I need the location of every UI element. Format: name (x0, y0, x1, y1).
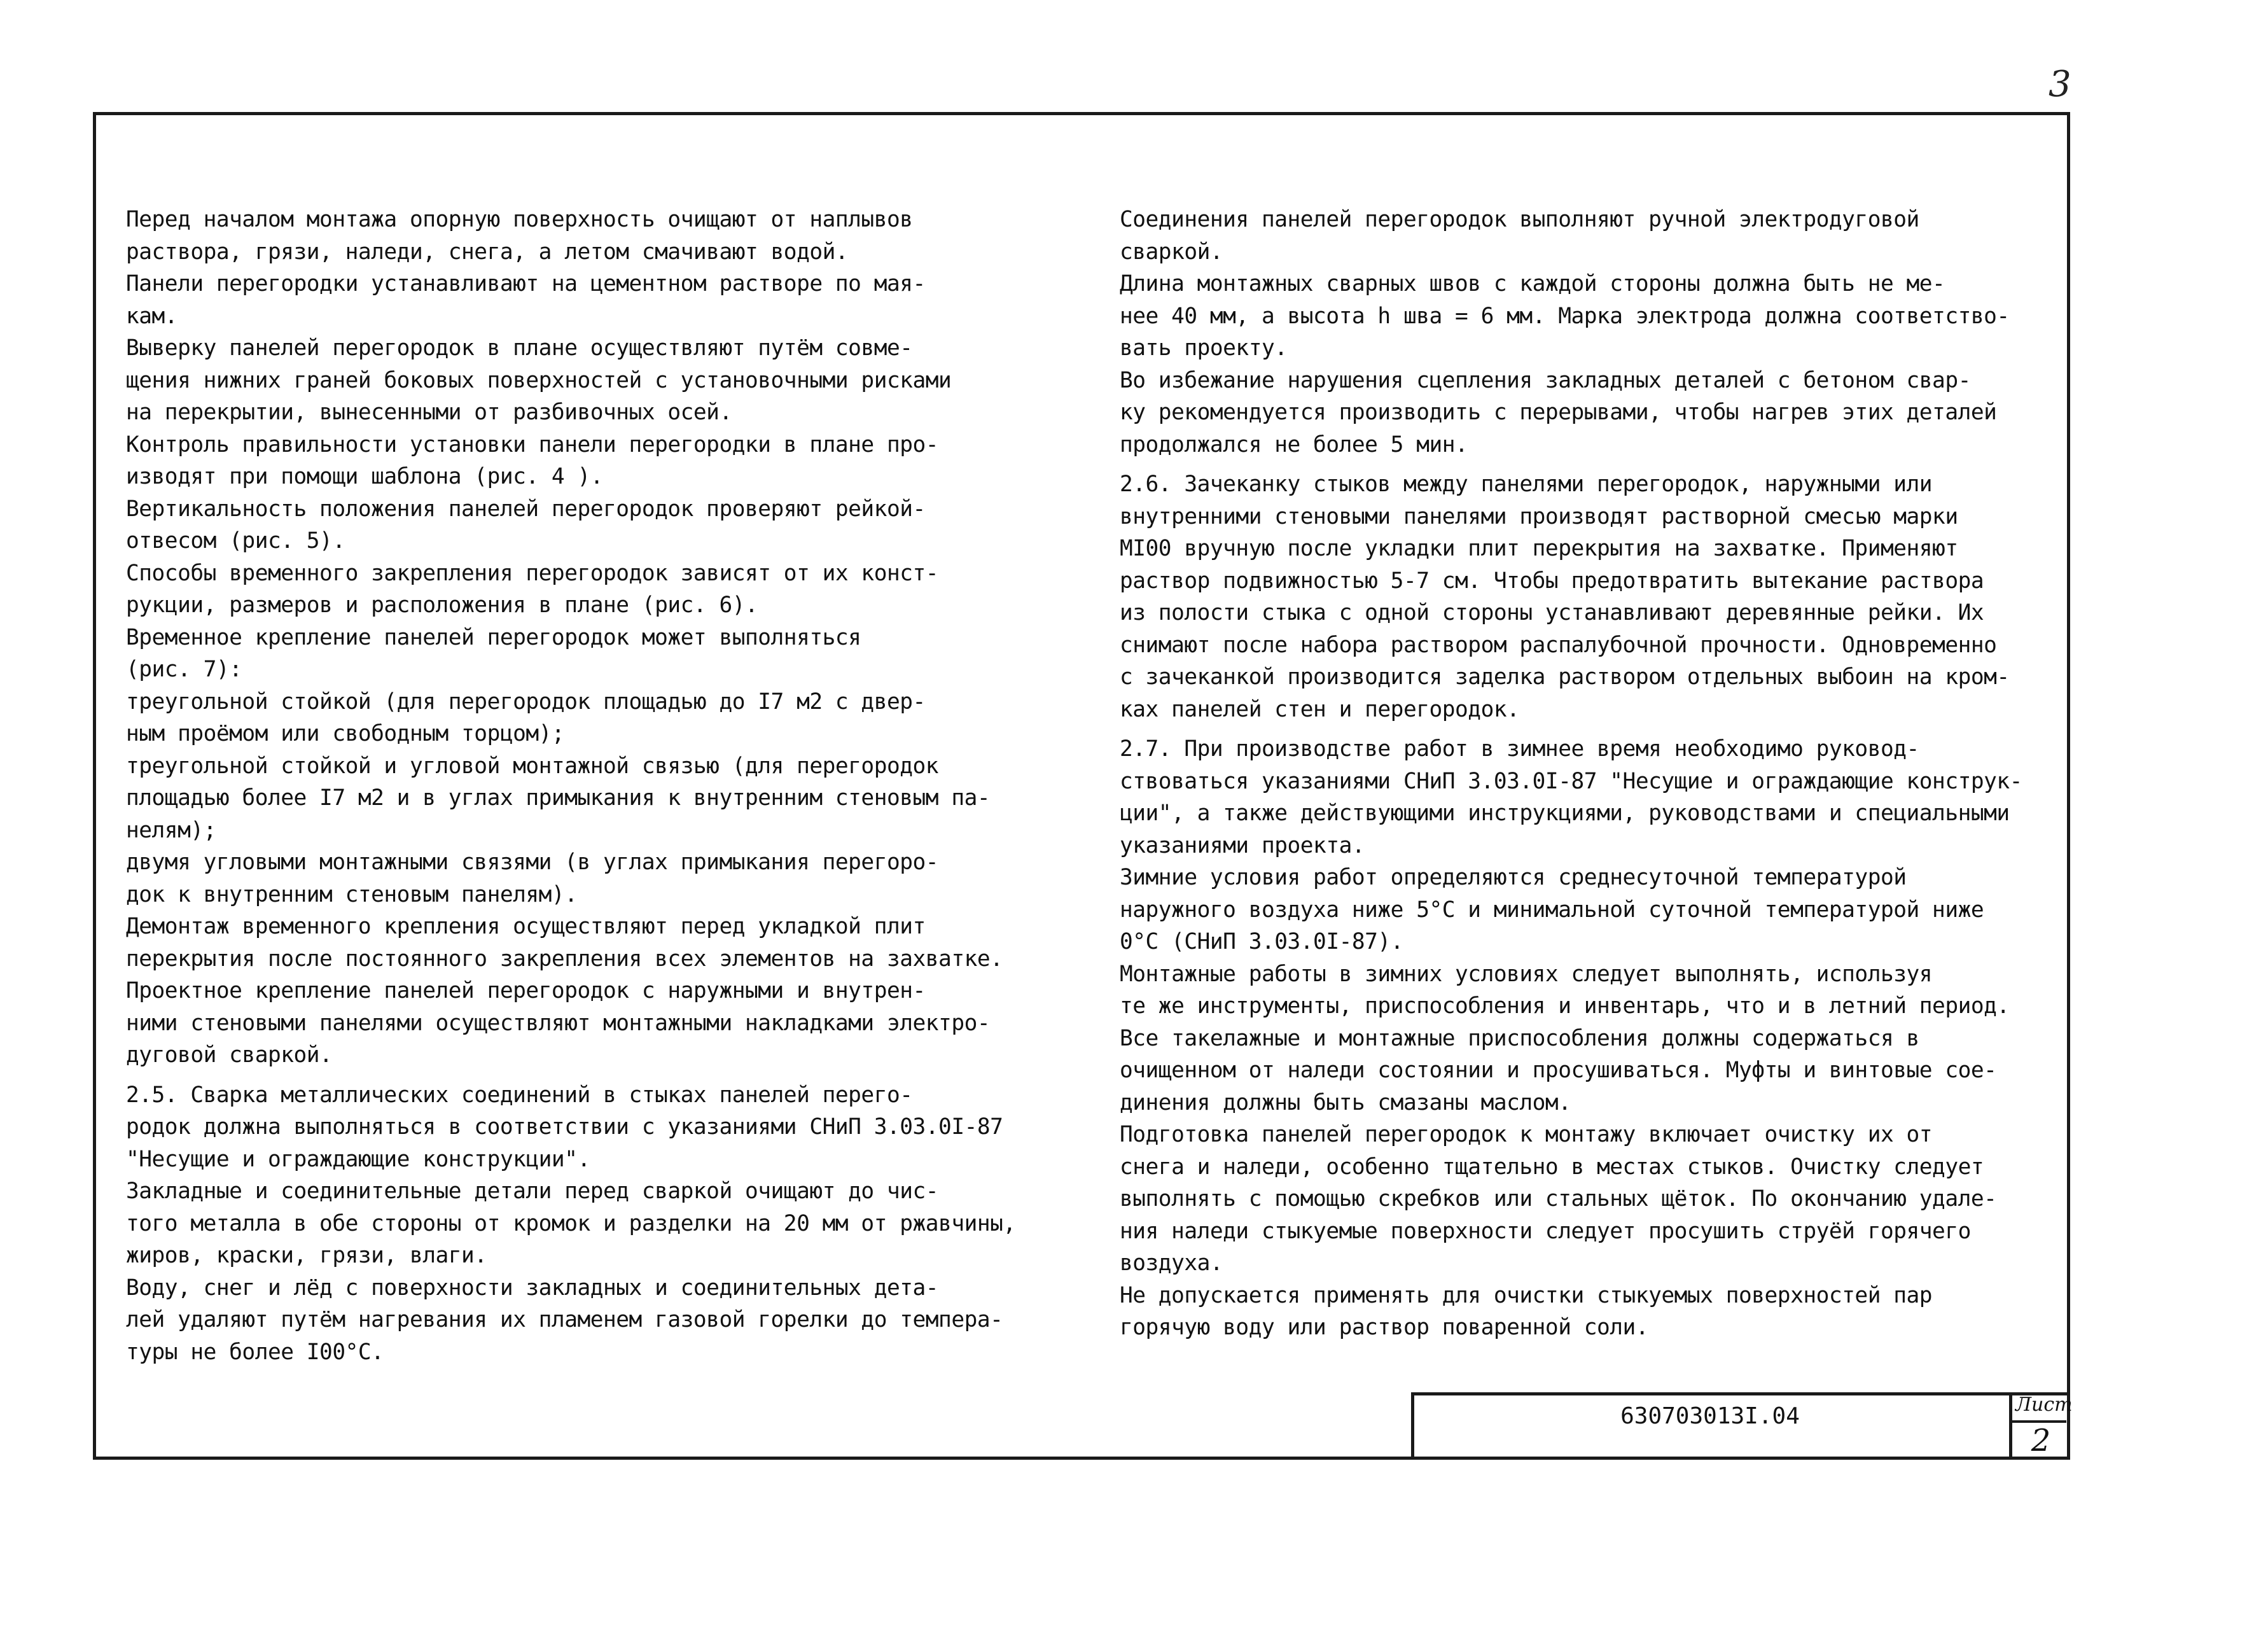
paragraph: Зимние условия работ определяются среднесуточной температурой наружного воздуха ниже 5°C и минимальной суточной температурой ниже 0°C (СНиП 3.03.0I-87). (1120, 865, 1984, 954)
paragraph: Временное крепление панелей перегородок может выполняться (рис. 7): (126, 624, 861, 682)
paragraph: Монтажные работы в зимних условиях следует выполнять, используя те же инструменты, приспособления и инвентарь, что и в летний период. (1120, 961, 2010, 1019)
paragraph: треугольной стойкой (для перегородок площадью до I7 м2 с двер- ным проёмом или свободным торцом); (126, 689, 926, 746)
paragraph: Выверку панелей перегородок в плане осуществляют путём совме- щения нижних граней боковых поверхностей с установочными рисками на перекрытии, вынесенными от разбивочных осей. (126, 335, 952, 425)
document-code: 630703013I.04 (1620, 1403, 1800, 1429)
paragraph: Проектное крепление панелей перегородок с наружными и внутрен- ними стеновыми панелями осуществляют монтажными накладками электро- дуговой сваркой. (126, 978, 991, 1068)
sheet-number: 2 (2031, 1423, 2051, 1458)
paragraph: Закладные и соединительные детали перед сваркой очищают до чис- того металла в обе стороны от кромок и разделки на 20 мм от ржавчины, жиров, краски, грязи, влаги. (126, 1178, 1016, 1268)
section-paragraph: 2.7. При производстве работ в зимнее время необходимо руковод- ствоваться указаниями СНиП 3.03.0I-87 "Несущие и ограждающие конструк- ции", а также действующими инструкциями, руководствами и специальными указаниями проекта. (1120, 736, 2022, 858)
sheet-label: Лист (2015, 1394, 2073, 1416)
paragraph: Вертикальность положения панелей перегородок проверяют рейкой- отвесом (рис. 5). (126, 496, 926, 554)
section-paragraph: 2.5. Сварка металлических соединений в стыках панелей перего- родок должна выполняться в соответствии с указаниями СНиП 3.03.0I-87 "Несущие и ограждающие конструкции". (126, 1082, 1003, 1172)
paragraph: Воду, снег и лёд с поверхности закладных и соединительных дета- лей удаляют путём нагревания их пламенем газовой горелки до темпера- туры не более I00°C. (126, 1275, 1003, 1365)
paragraph: Способы временного закрепления перегородок зависят от их конст- рукции, размеров и расположения в плане (рис. 6). (126, 560, 939, 618)
title-block-divider (2009, 1392, 2012, 1460)
paragraph: Длина монтажных сварных швов с каждой стороны должна быть не ме- нее 40 мм, а высота h шва = 6 мм. Марка электрода должна соответство- вать проекту. (1120, 271, 2010, 361)
section-paragraph: 2.6. Зачеканку стыков между панелями перегородок, наружными или внутренними стеновыми панелями производят растворной смесью марки MI00 вручную после укладки плит перекрытия на захватке. Применяют раствор подвижностью 5-7 см. Чтобы предотвратить вытекание раствора из полости стыка с одной стороны устанавливают деревянные рейки. Их снимают после набора раствором распалубочной прочности. Одновременно с зачеканкой производится заделка раствором отдельных выбоин на кром- ках панелей стен и перегородок. (1120, 472, 2010, 722)
paragraph: Перед началом монтажа опорную поверхность очищают от наплывов раствора, грязи, наледи, снега, а летом смачивают водой. (126, 207, 913, 265)
paragraph: Не допускается применять для очистки стыкуемых поверхностей пар горячую воду или раствор поваренной соли. (1120, 1282, 1933, 1340)
paragraph: Соединения панелей перегородок выполняют ручной электродуговой сваркой. (1120, 207, 1919, 265)
paragraph: Контроль правильности установки панели перегородки в плане про- изводят при помощи шаблона (рис. 4 ). (126, 431, 939, 489)
page-number: 3 (2049, 64, 2071, 105)
paragraph: треугольной стойкой и угловой монтажной связью (для перегородок площадью более I7 м2 и в углах примыкания к внутренним стеновым па- нелям); (126, 753, 991, 843)
paragraph: Все такелажные и монтажные приспособления должны содержаться в очищенном от наледи состоянии и просушиваться. Муфты и винтовые сое- динения должны быть смазаны маслом. (1120, 1025, 1997, 1115)
paragraph: Демонтаж временного крепления осуществляют перед укладкой плит перекрытия после постоянного закрепления всех элементов на захватке. (126, 914, 1003, 972)
left-text-column (126, 204, 1036, 1368)
right-text-column (1120, 204, 2049, 1344)
paragraph: Подготовка панелей перегородок к монтажу включает очистку их от снега и наледи, особенно тщательно в местах стыков. Очистку следует выполнять с помощью скребков или стальных щёток. По окончанию удале- ния наледи стыкуемые поверхности следует просушить струёй горячего воздуха. (1120, 1122, 1997, 1276)
paragraph: двумя угловыми монтажными связями (в углах примыкания перегоро- док к внутренним стеновым панелям). (126, 849, 939, 907)
paragraph: Во избежание нарушения сцепления закладных деталей с бетоном свар- ку рекомендуется производить с перерывами, чтобы нагрев этих деталей продолжался не более 5 мин. (1120, 367, 1997, 458)
paragraph: Панели перегородки устанавливают на цементном растворе по мая- кам. (126, 271, 926, 329)
